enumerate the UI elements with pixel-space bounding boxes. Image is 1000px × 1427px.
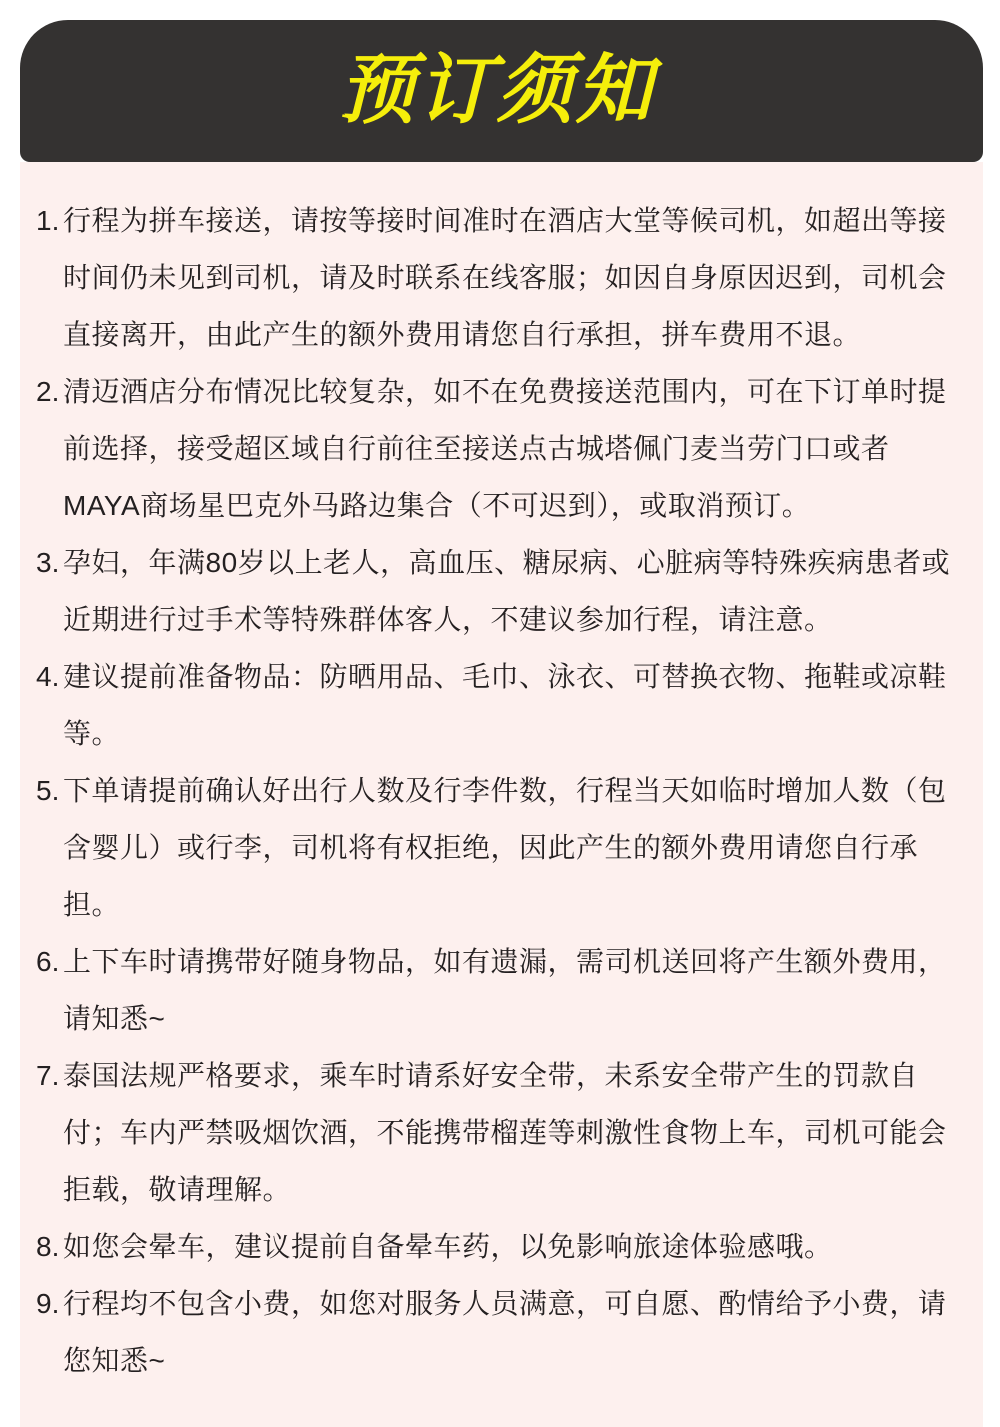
- notice-card-header: [20, 20, 983, 162]
- notice-item-7: [36, 1047, 961, 1218]
- notice-item-3: [36, 534, 961, 648]
- notice-text: 如您会晕车，建议提前自备晕车药，以免影响旅途体验感哦。: [63, 1231, 833, 1262]
- notice-number: 6.: [36, 946, 60, 977]
- notice-item-8: [36, 1218, 961, 1275]
- notice-text: 行程为拼车接送，请按等接时间准时在酒店大堂等候司机，如超出等接时间仍未见到司机，请及时联系在线客服；如因自身原因迟到，司机会直接离开，由此产生的额外费用请您自行承担，拼车费用不退。: [63, 205, 947, 350]
- notice-text: 行程均不包含小费，如您对服务人员满意，可自愿、酌情给予小费，请您知悉~: [63, 1288, 947, 1376]
- notice-number: 7.: [36, 1060, 60, 1091]
- notice-number: 8.: [36, 1231, 60, 1262]
- notice-text: 清迈酒店分布情况比较复杂，如不在免费接送范围内，可在下订单时提前选择，接受超区域自行前往至接送点古城塔佩门麦当劳门口或者MAYA商场星巴克外马路边集合（不可迟到），或取消预订。: [63, 376, 947, 521]
- notice-card: [20, 20, 983, 1427]
- notice-item-9: [36, 1275, 961, 1389]
- page-title: 预订须知: [338, 48, 655, 133]
- notice-item-4: [36, 648, 961, 762]
- notice-number: 9.: [36, 1288, 60, 1319]
- notice-text: 建议提前准备物品：防晒用品、毛巾、泳衣、可替换衣物、拖鞋或凉鞋等。: [63, 661, 947, 749]
- notice-text: 下单请提前确认好出行人数及行李件数，行程当天如临时增加人数（包含婴儿）或行李，司机将有权拒绝，因此产生的额外费用请您自行承担。: [63, 775, 947, 920]
- notice-number: 1.: [36, 205, 60, 236]
- notice-item-5: [36, 762, 961, 933]
- notice-card-body: [20, 162, 983, 1427]
- notice-item-1: [36, 192, 961, 363]
- notice-number: 2.: [36, 376, 60, 407]
- notice-text: 孕妇，年满80岁以上老人，高血压、糖尿病、心脏病等特殊疾病患者或近期进行过手术等特殊群体客人，不建议参加行程，请注意。: [63, 547, 951, 635]
- notice-list: [36, 192, 961, 1389]
- notice-item-2: [36, 363, 961, 534]
- notice-text: 上下车时请携带好随身物品，如有遗漏，需司机送回将产生额外费用，请知悉~: [63, 946, 947, 1034]
- notice-item-6: [36, 933, 961, 1047]
- notice-number: 4.: [36, 661, 60, 692]
- notice-number: 3.: [36, 547, 60, 578]
- notice-number: 5.: [36, 775, 60, 806]
- notice-text: 泰国法规严格要求，乘车时请系好安全带，未系安全带产生的罚款自付；车内严禁吸烟饮酒，不能携带榴莲等刺激性食物上车，司机可能会拒载，敬请理解。: [63, 1060, 947, 1205]
